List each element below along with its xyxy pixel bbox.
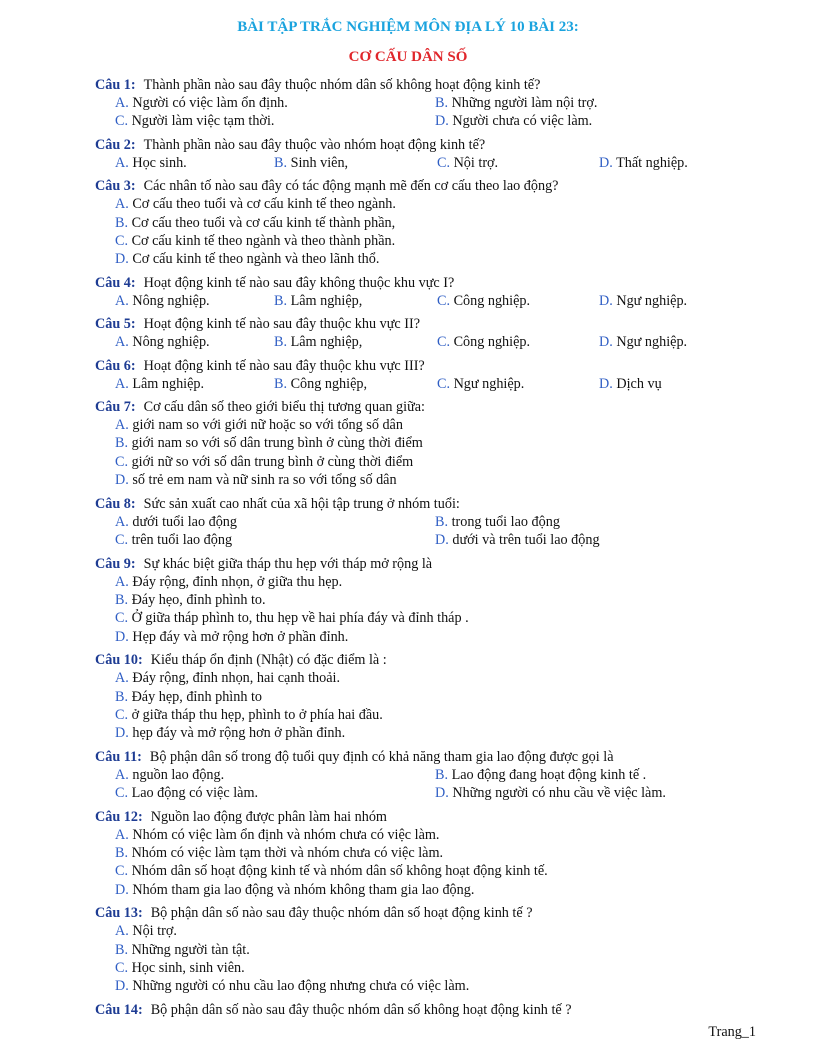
question-stem [95, 315, 755, 333]
option-row [115, 112, 755, 130]
answer-option [115, 922, 755, 940]
option-text: Nhóm tham gia lao động và nhóm không tham gia lao động. [132, 881, 475, 898]
option-text: Những người làm nội trợ. [451, 95, 598, 111]
answer-option [115, 706, 755, 724]
answer-option [435, 784, 755, 802]
option-text: ở giữa tháp thu hẹp, phình to ở phía hai đầu. [131, 706, 383, 723]
option-text: Cơ cấu theo tuổi và cơ cấu kinh tế theo ngành. [132, 196, 396, 213]
option-letter: A. [115, 670, 129, 687]
document-subtitle: CƠ CẤU DÂN SỐ [348, 49, 468, 65]
option-text: Cơ cấu kinh tế theo ngành và theo thành phần. [131, 233, 396, 250]
option-letter: A. [115, 334, 129, 351]
option-text: Công nghiệp. [453, 334, 531, 351]
option-row [115, 941, 755, 959]
answer-option [435, 531, 755, 549]
option-text: Nhóm dân số hoạt động kinh tế và nhóm dân số không hoạt động kinh tế. [131, 863, 548, 880]
option-row [115, 375, 755, 393]
option-text: hẹp đáy và mở rộng hơn ở phần đỉnh. [132, 725, 346, 742]
option-row [115, 94, 755, 112]
question-item [95, 904, 755, 996]
option-letter: C. [115, 113, 129, 130]
option-row [115, 453, 755, 471]
option-text: trong tuổi lao động [451, 513, 560, 530]
question-number: Câu 2: [95, 136, 136, 153]
question-item [95, 76, 755, 131]
option-text: Đáy hẹp, đỉnh phình to [131, 688, 262, 705]
question-text: Sự khác biệt giữa tháp thu hẹp với tháp mở rộng là [143, 555, 433, 572]
option-text: dưới và trên tuổi lao động [452, 532, 600, 549]
option-text: Hẹp đáy và mở rộng hơn ở phần đỉnh. [132, 628, 349, 645]
option-letter: C. [115, 610, 129, 627]
option-text: giới nam so với số dân trung bình ở cùng thời điểm [131, 435, 423, 452]
option-text: Dịch vụ [616, 375, 662, 392]
option-letter: B. [274, 292, 288, 309]
answer-option [115, 250, 755, 268]
option-text: Nông nghiệp. [132, 292, 210, 309]
option-text: Người làm việc tạm thời. [131, 113, 275, 130]
option-letter: A. [115, 196, 129, 213]
answer-option [599, 375, 719, 393]
question-stem [95, 357, 755, 375]
option-row [115, 628, 755, 646]
answer-option [115, 232, 755, 250]
answer-option [115, 375, 274, 393]
option-row [115, 591, 755, 609]
answer-option [115, 154, 274, 172]
option-letter: C. [115, 233, 129, 250]
answer-options [115, 826, 755, 900]
option-text: Thất nghiệp. [616, 154, 688, 171]
option-row [115, 959, 755, 977]
answer-option [599, 292, 719, 310]
option-letter: C. [115, 785, 129, 802]
option-row [115, 706, 755, 724]
answer-options [115, 292, 755, 310]
question-text: Hoạt động kinh tế nào sau đây không thuộc khu vực I? [143, 274, 455, 291]
answer-option [115, 862, 755, 880]
option-text: Ở giữa tháp phình to, thu hẹp về hai phía đáy và đỉnh tháp . [131, 610, 469, 627]
question-number: Câu 5: [95, 316, 136, 333]
document-title: BÀI TẬP TRẮC NGHIỆM MÔN ĐỊA LÝ 10 BÀI 23: [237, 19, 579, 35]
option-row [115, 844, 755, 862]
answer-option [437, 333, 599, 351]
option-text: số trẻ em nam và nữ sinh ra so với tổng số dân [132, 472, 397, 489]
option-row [115, 154, 755, 172]
option-text: Những người tàn tật. [131, 941, 250, 958]
answer-options [115, 94, 755, 131]
option-letter: C. [115, 863, 129, 880]
option-letter: C. [115, 960, 129, 976]
option-letter: B. [274, 154, 288, 171]
question-number: Câu 7: [95, 399, 136, 416]
question-number: Câu 4: [95, 274, 136, 291]
answer-option [115, 941, 755, 959]
question-number: Câu 13: [95, 905, 143, 922]
question-text: Thành phần nào sau đây thuộc nhóm dân số không hoạt động kinh tế? [143, 77, 541, 93]
option-row [115, 609, 755, 627]
option-letter: C. [437, 292, 451, 309]
answer-option [115, 195, 755, 213]
option-letter: A. [115, 417, 129, 434]
option-row [115, 766, 755, 784]
option-letter: B. [115, 688, 129, 705]
option-letter: B. [115, 591, 129, 608]
option-letter: D. [115, 725, 129, 742]
question-text: Cơ cấu dân số theo giới biểu thị tương quan giữa: [143, 399, 426, 416]
answer-option [115, 959, 755, 977]
option-text: Đáy rộng, đỉnh nhọn, ở giữa thu hẹp. [132, 573, 343, 590]
option-letter: D. [115, 628, 129, 645]
answer-options [115, 669, 755, 743]
option-letter: D. [435, 113, 449, 130]
question-stem [95, 398, 755, 416]
question-text: Bộ phận dân số nào sau đây thuộc nhóm dân số không hoạt động kinh tế ? [150, 1001, 572, 1018]
option-text: Ngư nghiệp. [616, 334, 688, 351]
question-item [95, 1001, 755, 1019]
question-text: Nguồn lao động được phân làm hai nhóm [150, 808, 387, 825]
option-letter: C. [437, 375, 451, 392]
answer-option [115, 416, 755, 434]
question-list [95, 76, 755, 1019]
option-row [115, 416, 755, 434]
option-letter: B. [274, 334, 288, 351]
answer-options [115, 922, 755, 996]
option-letter: B. [435, 95, 449, 111]
option-text: giới nam so với giới nữ hoặc so với tổng số dân [132, 417, 403, 434]
option-text: Đáy rộng, đỉnh nhọn, hai cạnh thoải. [132, 670, 340, 687]
option-row [115, 292, 755, 310]
option-row [115, 977, 755, 995]
option-letter: B. [115, 435, 129, 452]
option-text: Những người có nhu cầu lao động nhưng chưa có việc làm. [132, 978, 470, 995]
question-stem [95, 177, 755, 195]
answer-options [115, 416, 755, 490]
option-letter: A. [115, 375, 129, 392]
question-text: Hoạt động kinh tế nào sau đây thuộc khu vực III? [143, 357, 425, 374]
question-item [95, 136, 755, 172]
question-text: Bộ phận dân số trong độ tuổi quy định có khả năng tham gia lao động được gọi là [149, 748, 614, 765]
question-text: Bộ phận dân số nào sau đây thuộc nhóm dân số hoạt động kinh tế ? [150, 905, 533, 922]
question-item [95, 808, 755, 900]
option-letter: A. [115, 154, 129, 171]
question-number: Câu 3: [95, 178, 136, 195]
answer-options [115, 195, 755, 269]
option-letter: B. [115, 844, 129, 861]
answer-option [115, 453, 755, 471]
answer-option [437, 292, 599, 310]
answer-option [115, 784, 435, 802]
question-item [95, 274, 755, 310]
answer-option [115, 688, 755, 706]
question-text: Thành phần nào sau đây thuộc vào nhóm hoạt động kinh tế? [143, 136, 486, 153]
option-row [115, 195, 755, 213]
option-text: dưới tuổi lao động [132, 513, 237, 530]
answer-option [115, 333, 274, 351]
question-stem [95, 136, 755, 154]
option-row [115, 784, 755, 802]
option-letter: A. [115, 292, 129, 309]
answer-option [435, 112, 755, 130]
answer-option [115, 513, 435, 531]
question-item [95, 398, 755, 490]
answer-option [115, 609, 755, 627]
question-number: Câu 11: [95, 748, 142, 765]
option-letter: A. [115, 95, 129, 111]
answer-option [115, 471, 755, 489]
option-letter: B. [274, 375, 288, 392]
answer-option [599, 333, 719, 351]
question-text: Các nhân tố nào sau đây có tác động mạnh mẽ đến cơ cấu theo lao động? [143, 178, 559, 195]
question-item [95, 555, 755, 647]
question-item [95, 177, 755, 269]
answer-option [115, 628, 755, 646]
answer-option [115, 669, 755, 687]
question-stem [95, 274, 755, 292]
option-text: Lâm nghiệp, [290, 334, 363, 351]
page-number: Trang_1 [708, 1024, 756, 1040]
answer-option [437, 154, 599, 172]
option-text: nguồn lao động. [132, 766, 225, 783]
option-letter: D. [599, 334, 613, 351]
question-stem [95, 76, 755, 94]
option-row [115, 922, 755, 940]
option-row [115, 232, 755, 250]
option-text: Cơ cấu theo tuổi và cơ cấu kinh tế thành phần, [131, 214, 396, 231]
option-row [115, 471, 755, 489]
question-text: Hoạt động kinh tế nào sau đây thuộc khu vực II? [143, 316, 421, 333]
answer-option [435, 766, 755, 784]
option-letter: A. [115, 573, 129, 590]
answer-option [437, 375, 599, 393]
question-item [95, 357, 755, 393]
option-text: Nông nghiệp. [132, 334, 210, 351]
option-text: Người chưa có việc làm. [452, 113, 593, 130]
question-text: Kiểu tháp ổn định (Nhật) có đặc điểm là : [150, 652, 387, 669]
option-text: Lao động có việc làm. [131, 785, 259, 802]
question-stem [95, 555, 755, 573]
option-letter: C. [437, 154, 451, 171]
option-letter: A. [115, 923, 129, 940]
answer-option [274, 292, 437, 310]
option-text: Học sinh. [132, 154, 187, 171]
option-text: Công nghiệp. [453, 292, 531, 309]
option-letter: C. [115, 706, 129, 723]
option-text: Học sinh, sinh viên. [131, 960, 245, 976]
option-row [115, 573, 755, 591]
answer-option [115, 766, 435, 784]
answer-option [599, 154, 719, 172]
option-row [115, 434, 755, 452]
answer-option [115, 977, 755, 995]
question-stem [95, 904, 755, 922]
option-letter: A. [115, 766, 129, 783]
question-number: Câu 12: [95, 808, 143, 825]
question-text: Sức sản xuất cao nhất của xã hội tập trung ở nhóm tuổi: [143, 495, 460, 512]
option-letter: A. [115, 513, 129, 530]
answer-option [435, 94, 755, 112]
question-number: Câu 6: [95, 357, 136, 374]
option-text: trên tuổi lao động [131, 532, 233, 549]
answer-options [115, 573, 755, 647]
answer-option [115, 214, 755, 232]
answer-option [115, 112, 435, 130]
question-number: Câu 1: [95, 77, 136, 93]
answer-option [115, 434, 755, 452]
option-letter: C. [115, 453, 129, 470]
option-letter: D. [115, 978, 129, 995]
question-stem [95, 495, 755, 513]
option-text: Ngư nghiệp. [616, 292, 688, 309]
option-letter: D. [599, 292, 613, 309]
option-row [115, 531, 755, 549]
option-row [115, 826, 755, 844]
answer-options [115, 333, 755, 351]
option-letter: D. [599, 375, 613, 392]
option-text: Đáy hẹo, đỉnh phình to. [131, 591, 266, 608]
option-letter: C. [115, 532, 129, 549]
option-letter: D. [435, 785, 449, 802]
question-stem [95, 651, 755, 669]
answer-option [274, 154, 437, 172]
answer-options [115, 375, 755, 393]
question-number: Câu 14: [95, 1001, 143, 1018]
answer-option [115, 94, 435, 112]
option-letter: D. [115, 472, 129, 489]
option-text: Nhóm có việc làm tạm thời và nhóm chưa có việc làm. [131, 844, 444, 861]
answer-option [115, 844, 755, 862]
option-letter: D. [599, 154, 613, 171]
answer-options [115, 513, 755, 550]
option-letter: B. [115, 214, 129, 231]
question-item [95, 315, 755, 351]
option-text: Nội trợ. [132, 923, 177, 940]
answer-option [274, 375, 437, 393]
option-row [115, 250, 755, 268]
option-row [115, 862, 755, 880]
option-letter: B. [435, 766, 449, 783]
question-item [95, 748, 755, 803]
option-letter: D. [435, 532, 449, 549]
option-row [115, 513, 755, 531]
answer-option [435, 513, 755, 531]
question-number: Câu 9: [95, 555, 136, 572]
option-letter: B. [435, 513, 449, 530]
option-text: Lâm nghiệp, [290, 292, 363, 309]
option-row [115, 724, 755, 742]
option-text: Công nghiệp, [290, 375, 368, 392]
option-row [115, 669, 755, 687]
answer-option [115, 826, 755, 844]
option-row [115, 333, 755, 351]
option-text: Cơ cấu kinh tế theo ngành và theo lãnh thổ. [132, 251, 380, 268]
option-text: Lao động đang hoạt động kinh tế . [451, 766, 647, 783]
option-text: Ngư nghiệp. [453, 375, 525, 392]
option-letter: B. [115, 941, 129, 958]
option-text: giới nữ so với số dân trung bình ở cùng thời điểm [131, 453, 414, 470]
option-row [115, 214, 755, 232]
question-number: Câu 10: [95, 652, 143, 669]
answer-option [274, 333, 437, 351]
question-stem [95, 1001, 755, 1019]
option-text: Người có việc làm ổn định. [132, 95, 288, 111]
question-item [95, 495, 755, 550]
option-text: Nhóm có việc làm ổn định và nhóm chưa có việc làm. [132, 826, 440, 843]
option-text: Nội trợ. [453, 154, 499, 171]
answer-option [115, 881, 755, 899]
answer-option [115, 724, 755, 742]
option-letter: A. [115, 826, 129, 843]
answer-option [115, 573, 755, 591]
answer-option [115, 591, 755, 609]
answer-option [115, 292, 274, 310]
answer-options [115, 766, 755, 803]
option-text: Sinh viên, [290, 154, 349, 171]
question-stem [95, 808, 755, 826]
option-text: Lâm nghiệp. [132, 375, 205, 392]
answer-option [115, 531, 435, 549]
option-letter: D. [115, 251, 129, 268]
option-row [115, 881, 755, 899]
question-number: Câu 8: [95, 495, 136, 512]
question-item [95, 651, 755, 743]
option-row [115, 688, 755, 706]
question-stem [95, 748, 755, 766]
option-text: Những người có nhu cầu về việc làm. [452, 785, 666, 802]
option-letter: D. [115, 881, 129, 898]
option-letter: C. [437, 334, 451, 351]
answer-options [115, 154, 755, 172]
